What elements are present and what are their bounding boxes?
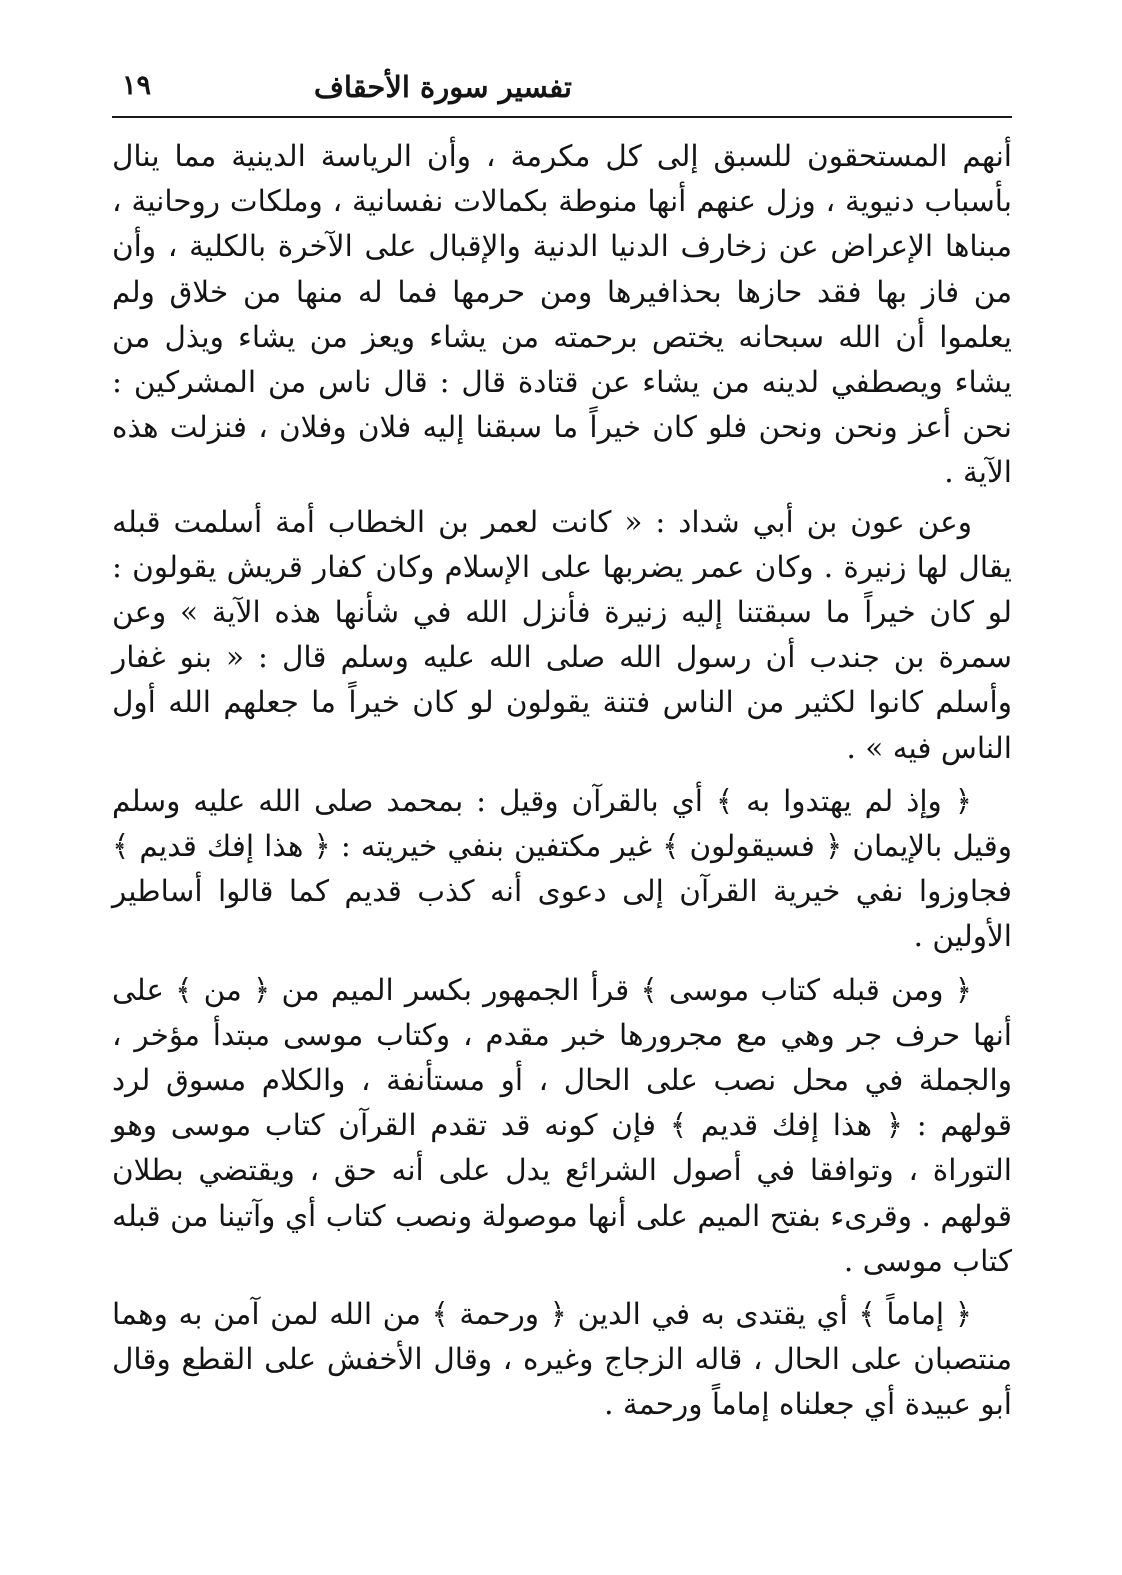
paragraph-1: أنهم المستحقون للسبق إلى كل مكرمة ، وأن الرياسة الدينية مما ينال بأسباب دنيوية ، وزل عنهم أنها منوطة بكمالات نفسانية ، وملكات روحانية ، مبناها الإعراض عن زخارف الدنيا الدنية والإقبال على الآخرة بالكلية ، وأن من فاز بها فقد حازها بحذافيرها ومن حرمها فما له منها من خلاق ولم يعلموا أن الله سبحانه يختص برحمته من يشاء ويعز من يشاء ويذل من يشاء ويصطفي لدينه من يشاء عن قتادة قال : قال ناس من المشركين : نحن أعز ونحن ونحن فلو كان خيراً ما سبقنا إليه فلان وفلان ، فنزلت هذه الآية . [112, 139, 1012, 490]
header-divider [112, 116, 1012, 118]
paragraph-5: ﴿ إماماً ﴾ أي يقتدى به في الدين ﴿ ورحمة ﴾ من الله لمن آمن به وهما منتصبان على الحال ، قاله الزجاج وغيره ، وقال الأخفش على القطع وقال أبو عبيدة أي جعلناه إماماً ورحمة . [112, 1297, 1012, 1422]
paragraph-2: وعن عون بن أبي شداد : « كانت لعمر بن الخطاب أمة أسلمت قبله يقال لها زنيرة . وكان عمر يضربها على الإسلام وكان كفار قريش يقولون : لو كان خيراً ما سبقتنا إليه زنيرة فأنزل الله في شأنها هذه الآية » وعن سمرة بن جندب أن رسول الله صلى الله عليه وسلم قال : « بنو غفار وأسلم كانوا لكثير من الناس فتنة يقولون لو كان خيراً ما جعلهم الله أول الناس فيه » . [112, 504, 1012, 765]
page-header [112, 60, 1012, 108]
page-body [112, 134, 1012, 1428]
page-number: ١٩ [122, 70, 152, 101]
running-title: تفسير سورة الأحقاف [313, 70, 572, 104]
paragraph-3: ﴿ وإذ لم يهتدوا به ﴾ أي بالقرآن وقيل : بمحمد صلى الله عليه وسلم وقيل بالإيمان ﴿ فسيقولون ﴾ غير مكتفين بنفي خيريته : ﴿ هذا إفك قديم ﴾ فجاوزوا نفي خيرية القرآن إلى دعوى أنه كذب قديم كما قالوا أساطير الأولين . [112, 783, 1012, 954]
paragraph-4: ﴿ ومن قبله كتاب موسى ﴾ قرأ الجمهور بكسر الميم من ﴿ من ﴾ على أنها حرف جر وهي مع مجرورها خبر مقدم ، وكتاب موسى مبتدأ مؤخر ، والجملة في محل نصب على الحال ، أو مستأنفة ، والكلام مسوق لرد قولهم : ﴿ هذا إفك قديم ﴾ فإن كونه قد تقدم القرآن كتاب موسى وهو التوراة ، وتوافقا في أصول الشرائع يدل على أنه حق ، ويقتضي بطلان قولهم . وقرىء بفتح الميم على أنها موصولة ونصب كتاب أي وآتينا من قبله كتاب موسى . [112, 972, 1012, 1278]
